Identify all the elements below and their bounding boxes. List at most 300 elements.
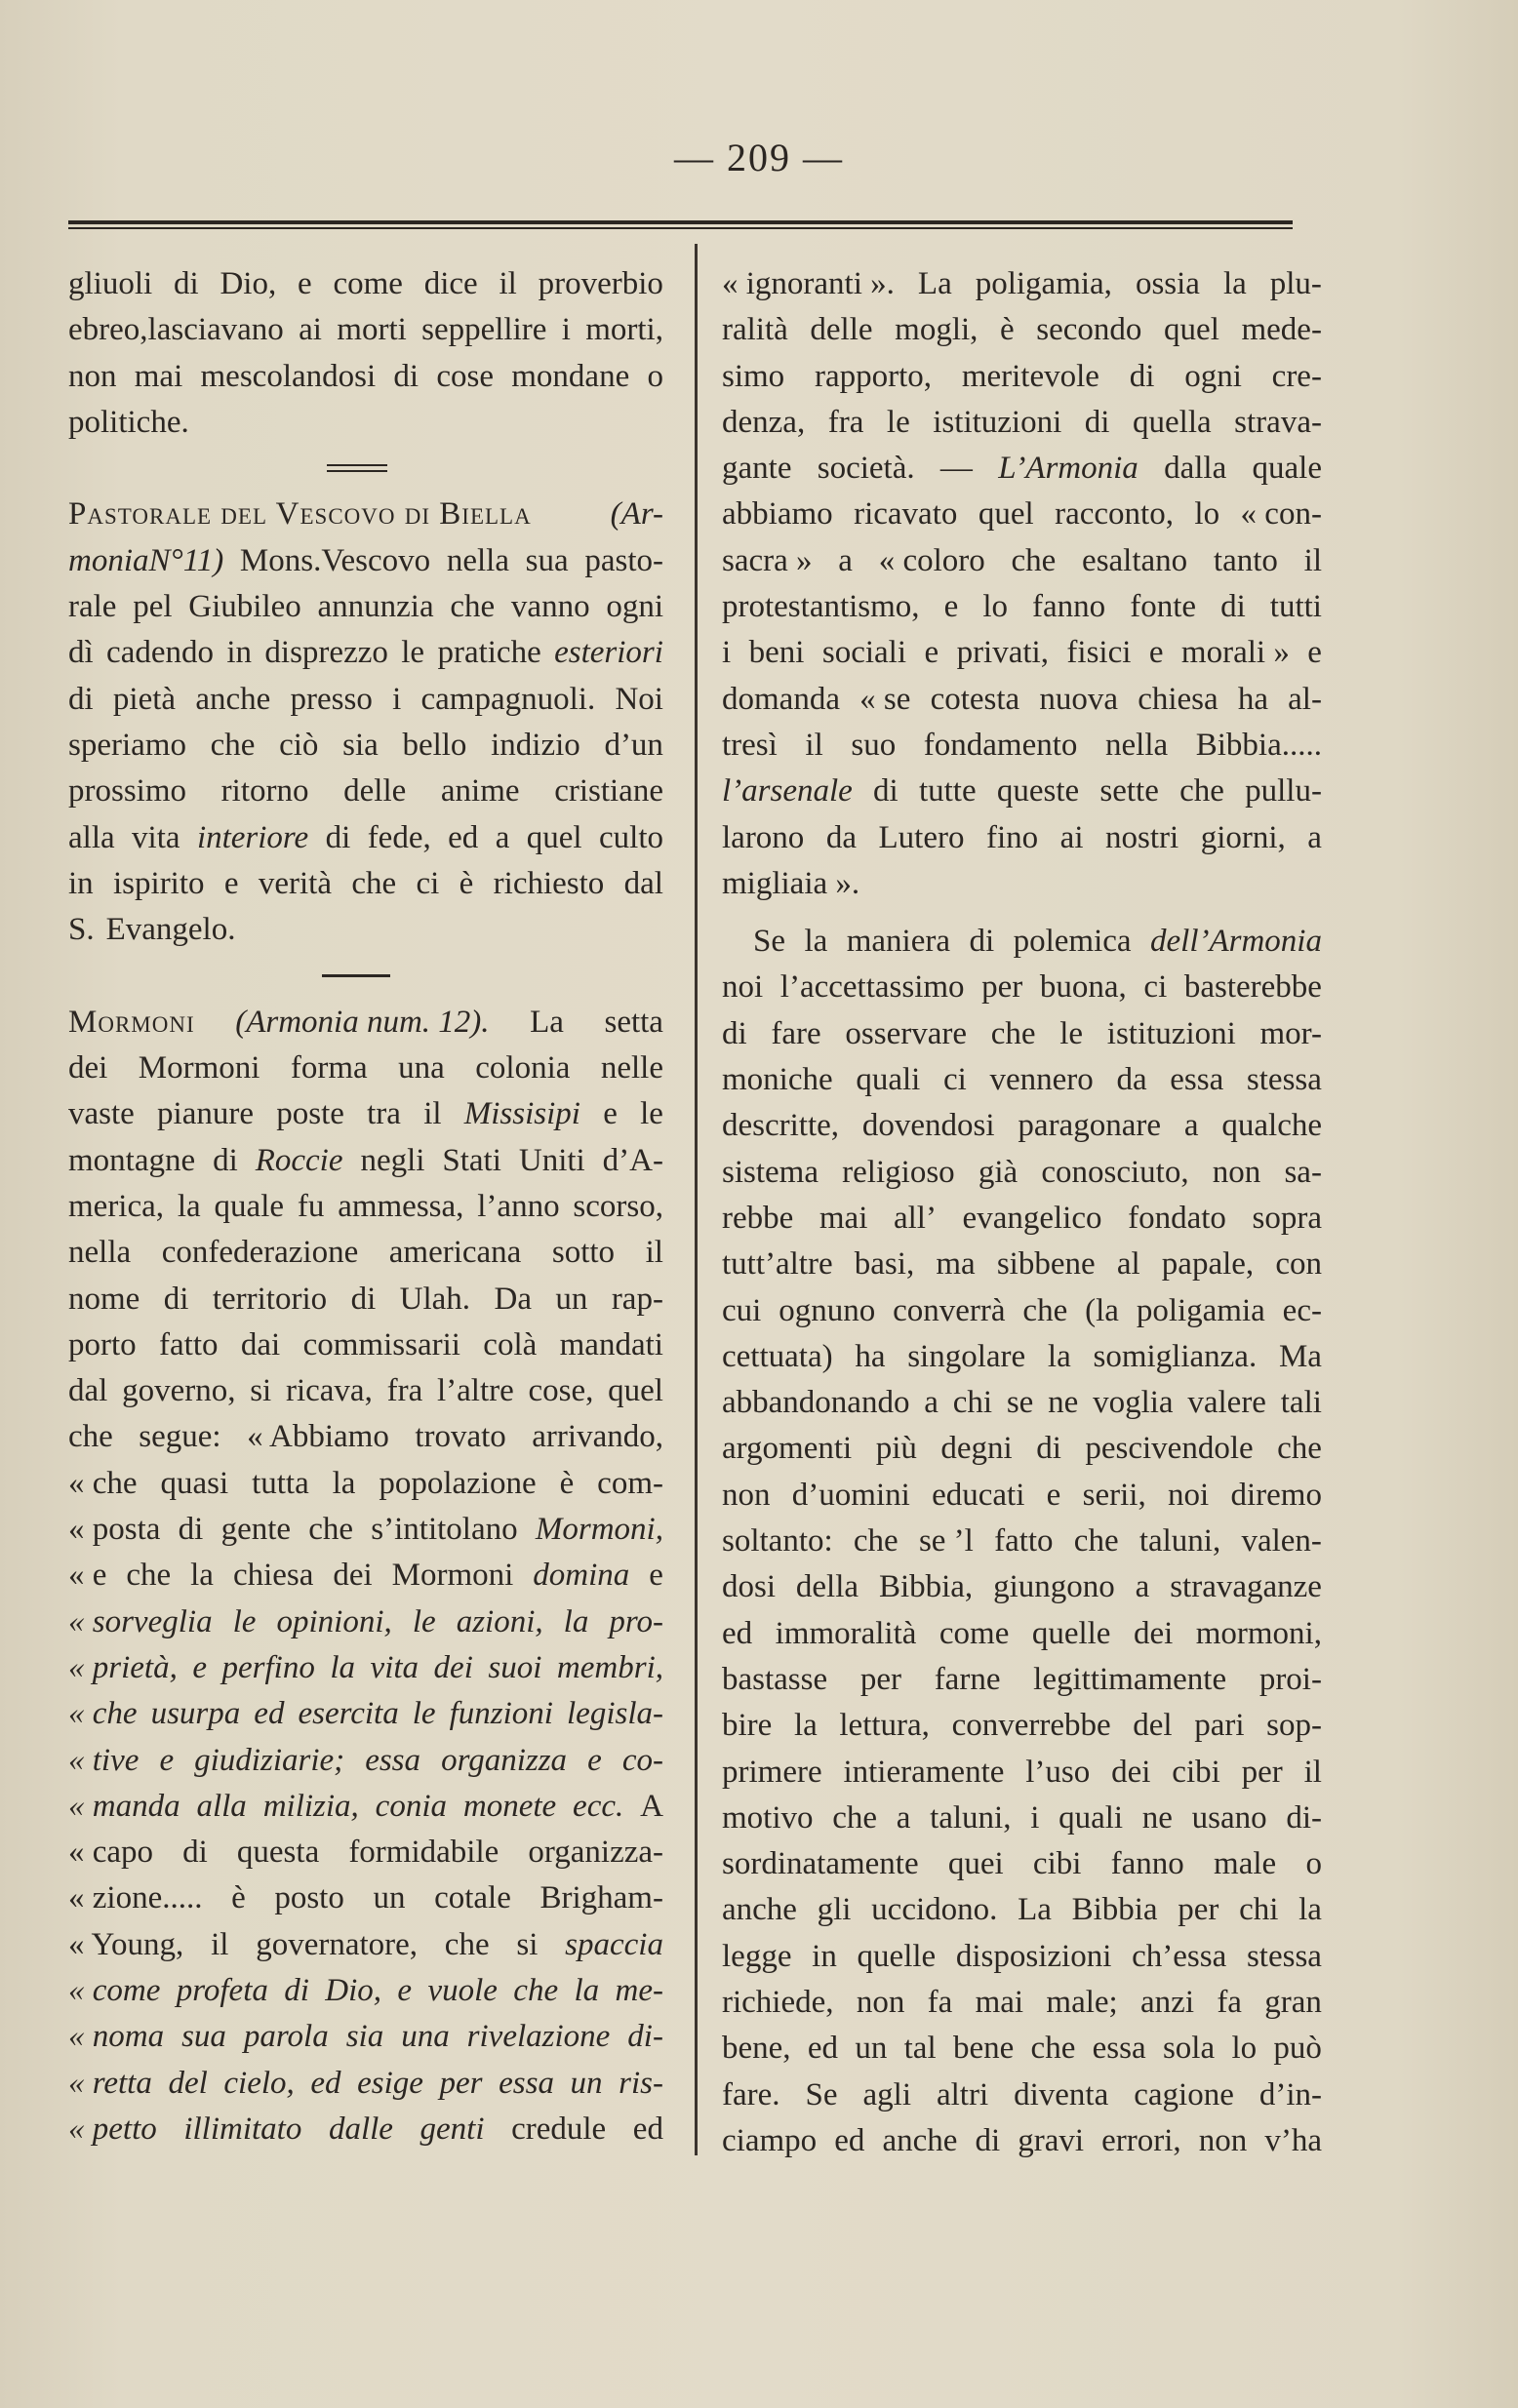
word: somiglianza. <box>1093 1338 1258 1374</box>
word: in <box>812 1938 837 1974</box>
word: il <box>1303 1754 1322 1790</box>
word: un <box>570 2065 603 2101</box>
word: istituzioni <box>933 404 1062 440</box>
word: da <box>825 819 857 855</box>
text-line <box>722 1334 1322 1380</box>
word: fare. <box>722 2076 780 2112</box>
word: sopra <box>1252 1200 1322 1236</box>
word: di <box>1036 1431 1061 1467</box>
word: sotto <box>551 1235 616 1271</box>
text-line <box>68 907 663 953</box>
word: diventa <box>1014 2076 1109 2112</box>
word: del <box>168 2065 208 2101</box>
word: cotale <box>434 1880 511 1916</box>
word: sette <box>1099 773 1159 809</box>
word: mor- <box>1259 1015 1322 1051</box>
word: L’Armonia <box>998 451 1138 487</box>
word: d’in- <box>1258 2076 1322 2112</box>
word: Da <box>494 1281 532 1317</box>
word: Mormoni <box>391 1558 514 1594</box>
word: Se <box>753 924 785 960</box>
word: religioso <box>842 1154 955 1190</box>
word: « tive <box>68 1742 140 1778</box>
word: protestantismo, <box>722 589 920 625</box>
word: il <box>211 1926 229 1962</box>
word: disposizioni <box>955 1938 1112 1974</box>
text-line <box>722 1750 1322 1796</box>
word: esaltano <box>1082 542 1188 578</box>
text-line <box>68 815 663 861</box>
word: giungono <box>993 1569 1115 1605</box>
word: che <box>513 1972 559 2008</box>
word: rale <box>68 589 117 625</box>
text-line <box>68 1000 663 1046</box>
text-line <box>722 307 1322 353</box>
word: cre- <box>1271 358 1322 394</box>
word: chiesa <box>232 1558 314 1594</box>
word: monete <box>462 1788 557 1824</box>
word: che <box>853 1523 899 1559</box>
text-line <box>68 1968 663 2014</box>
right-column <box>722 261 1322 2164</box>
word: i <box>392 681 402 717</box>
word: questa <box>236 1835 320 1871</box>
word: e <box>924 635 939 671</box>
word: ecc. <box>573 1788 624 1824</box>
word: una <box>401 2019 450 2055</box>
word: moniaN°11) <box>68 542 224 578</box>
word: immoralità <box>775 1615 917 1651</box>
word: Bibbia <box>1071 1892 1158 1928</box>
text-line <box>68 1138 663 1184</box>
word: vuole <box>427 1972 498 2008</box>
word: una <box>398 1050 445 1086</box>
word: società. <box>817 451 915 487</box>
header-rule <box>68 220 1293 229</box>
word: che <box>1011 542 1057 578</box>
word: istituzioni <box>1106 1015 1236 1051</box>
text-line <box>722 1011 1322 1057</box>
word: e <box>1148 635 1164 671</box>
word: — <box>939 451 973 487</box>
word: funzioni <box>449 1696 553 1732</box>
word: fatto <box>994 1523 1054 1559</box>
word: fino <box>985 819 1039 855</box>
word: vanno <box>510 589 590 625</box>
word: illimitato <box>183 2111 302 2147</box>
word: alla <box>196 1788 247 1824</box>
word: noi <box>722 969 764 1006</box>
word: tutte <box>918 773 977 809</box>
word: ed <box>722 1615 753 1651</box>
word: e <box>603 1096 618 1132</box>
word: pratiche <box>437 635 541 671</box>
word: Brigham- <box>539 1880 663 1916</box>
word: la <box>177 1188 201 1224</box>
word: fisici <box>1066 635 1132 671</box>
word: quel <box>978 496 1034 533</box>
word: Mormoni, <box>535 1512 663 1548</box>
word: organizza <box>441 1742 568 1778</box>
word: governo, <box>122 1373 236 1409</box>
word: d’A- <box>602 1142 663 1178</box>
text-line <box>68 1784 663 1830</box>
word: chi <box>1239 1892 1279 1928</box>
word: nostri <box>1105 819 1179 855</box>
word: « posta <box>68 1512 161 1548</box>
word: Pastorale del Vescovo di Biella <box>68 496 532 533</box>
word: sibbene <box>996 1246 1096 1283</box>
word: opinioni, <box>276 1603 392 1639</box>
word: fa <box>1217 1984 1242 2020</box>
text-line <box>722 965 1322 1010</box>
word: giudiziarie; <box>194 1742 345 1778</box>
word: stessa <box>1246 1062 1322 1098</box>
word: domanda <box>722 681 840 717</box>
word: il <box>645 1235 663 1271</box>
word: Dio, <box>220 266 277 301</box>
word: vita <box>370 1649 419 1685</box>
word: Dio, <box>325 1972 382 2008</box>
word: Uniti <box>518 1142 585 1178</box>
word: quale <box>214 1188 285 1224</box>
word: anche <box>882 2122 958 2158</box>
word: a <box>1135 1569 1150 1605</box>
word: di <box>1129 358 1155 394</box>
word: non <box>1212 1154 1261 1190</box>
section-separator <box>68 446 663 492</box>
word: mai <box>134 358 183 394</box>
text-line <box>722 538 1322 584</box>
word: dì <box>68 635 94 671</box>
word: nelle <box>600 1050 663 1086</box>
word: ch’essa <box>1132 1938 1227 1974</box>
word: e <box>192 1649 207 1685</box>
word: polemica <box>1013 924 1132 960</box>
column-divider <box>695 244 698 2155</box>
word: profeta <box>176 1972 268 2008</box>
word: conosciuto, <box>1041 1154 1189 1190</box>
word: si <box>250 1373 272 1409</box>
word: segue: <box>139 1419 221 1455</box>
word: converrà <box>893 1292 1006 1328</box>
word: dei <box>1133 1615 1174 1651</box>
text-line <box>722 1980 1322 2026</box>
word: un <box>855 2031 888 2067</box>
word: e <box>1046 1477 1061 1513</box>
word: la <box>563 1603 589 1639</box>
word: è <box>559 1465 575 1501</box>
word: cadendo <box>106 635 214 671</box>
word: la <box>1298 1892 1322 1928</box>
word: il <box>805 727 823 763</box>
paragraph-gap <box>722 907 1322 919</box>
word: a <box>896 1799 911 1836</box>
word: non <box>1198 2122 1248 2158</box>
word: tanto <box>1213 542 1278 578</box>
text-line <box>68 2061 663 2107</box>
text-line <box>722 1564 1322 1610</box>
word: non <box>722 1477 771 1513</box>
word: stessa <box>1246 1938 1322 1974</box>
text-line <box>722 919 1322 965</box>
text-line <box>68 1368 663 1414</box>
word: sola <box>1162 2031 1216 2067</box>
word: soltanto: <box>722 1523 833 1559</box>
text-line <box>68 1507 663 1553</box>
word: e <box>298 266 312 301</box>
word: la <box>190 1558 214 1594</box>
word: mormoni, <box>1195 1615 1322 1651</box>
word: paragonare <box>1018 1108 1161 1144</box>
word: della <box>795 1569 859 1605</box>
word: cose <box>436 358 494 394</box>
word: primere <box>722 1754 822 1790</box>
word: ci <box>416 865 440 901</box>
text-line <box>722 1103 1322 1149</box>
word: il <box>423 1096 442 1132</box>
word: commissarii <box>302 1326 460 1362</box>
word: come <box>939 1615 1010 1651</box>
word: per <box>1178 1892 1219 1928</box>
word: cettuata) <box>722 1338 833 1374</box>
word: e <box>223 865 239 901</box>
word: uccidono. <box>871 1892 998 1928</box>
word: di <box>173 266 199 301</box>
word: richiesto <box>493 865 605 901</box>
word: morti, <box>585 312 663 348</box>
word: tutta <box>252 1465 309 1501</box>
word: cui <box>722 1292 762 1328</box>
word: (Armonia num. 12). <box>235 1004 490 1040</box>
word: più <box>875 1431 917 1467</box>
word: dai <box>240 1326 281 1362</box>
word: pel <box>133 589 173 625</box>
word: la <box>574 1972 600 2008</box>
text-line <box>722 1841 1322 1887</box>
word: arrivando, <box>532 1419 663 1455</box>
text-line <box>68 354 663 400</box>
text-line <box>722 1196 1322 1242</box>
word: vennero <box>989 1062 1094 1098</box>
word: fondamento <box>923 727 1078 763</box>
word: rivelazione <box>466 2019 611 2055</box>
word: di <box>325 819 351 855</box>
word: a <box>1307 819 1322 855</box>
text-line <box>722 1934 1322 1980</box>
word: « petto <box>68 2111 157 2147</box>
word: dei <box>1111 1754 1151 1790</box>
word: fare <box>771 1015 821 1051</box>
text-line <box>68 1414 663 1460</box>
word: credule <box>511 2111 607 2147</box>
word: pietà <box>112 681 177 717</box>
word: dalle <box>328 2111 393 2147</box>
word: porto <box>68 1326 137 1362</box>
word: A <box>640 1788 663 1824</box>
word: male <box>1214 1846 1277 1882</box>
word: quasi <box>160 1465 229 1501</box>
word: ha <box>1237 681 1268 717</box>
word: « Abbiamo <box>247 1419 389 1455</box>
word: Giubileo <box>188 589 301 625</box>
word: la <box>332 1465 356 1501</box>
word: pullu- <box>1245 773 1322 809</box>
word: Se <box>805 2076 838 2112</box>
word: plu- <box>1269 266 1322 301</box>
word: rap- <box>611 1281 663 1317</box>
word: l’uso <box>1025 1754 1091 1790</box>
text-line <box>68 677 663 723</box>
text-line <box>68 1230 663 1276</box>
word: basi, <box>854 1246 915 1283</box>
word: i <box>561 312 571 348</box>
text-line <box>68 1322 663 1368</box>
word: ognuno <box>779 1292 876 1328</box>
word: rebbe <box>722 1200 794 1236</box>
word: dalla <box>1164 451 1227 487</box>
word: osservare <box>845 1015 967 1051</box>
text-line <box>68 1091 663 1137</box>
word: chiesa <box>1138 681 1218 717</box>
word: legisla- <box>567 1696 663 1732</box>
word: Stati <box>442 1142 501 1178</box>
word: basterebbe <box>1183 969 1322 1006</box>
word: diremo <box>1230 1477 1322 1513</box>
word: si <box>516 1926 539 1962</box>
word: che <box>68 1419 113 1455</box>
word: essa <box>1170 1062 1224 1098</box>
word: e <box>159 1742 175 1778</box>
word: suoi <box>488 1649 542 1685</box>
word: noi <box>1168 1477 1210 1513</box>
word: tresì <box>722 727 778 763</box>
word: educati <box>932 1477 1025 1513</box>
word: rapporto, <box>814 358 933 394</box>
word: e <box>397 1972 413 2008</box>
word: esercita <box>298 1696 399 1732</box>
word: domina <box>533 1558 630 1594</box>
word: ma <box>936 1246 976 1283</box>
word: ciò <box>279 727 319 763</box>
word: genti <box>419 2111 485 2147</box>
word: fra <box>827 404 864 440</box>
word: Roccie <box>255 1142 343 1178</box>
word: fede, <box>367 819 431 855</box>
word: maniera <box>846 924 951 960</box>
text-line <box>722 677 1322 723</box>
word: nome <box>68 1281 140 1317</box>
word: membri, <box>556 1649 663 1685</box>
word: « prietà, <box>68 1649 178 1685</box>
word: anche <box>722 1892 797 1928</box>
word: che <box>832 1799 878 1836</box>
word: ed <box>807 2031 839 2067</box>
word: ai <box>299 312 322 348</box>
text-line <box>722 1150 1322 1196</box>
word: ec- <box>1282 1292 1322 1328</box>
word: motivo <box>722 1799 814 1836</box>
word: secondo <box>1036 312 1142 348</box>
word: moniche <box>722 1062 833 1098</box>
word: migliaia ». <box>722 865 860 901</box>
word: le <box>412 1696 436 1732</box>
text-line <box>722 861 1322 907</box>
word: chi <box>952 1385 993 1421</box>
word: esige <box>357 2065 423 2101</box>
word: poste <box>276 1096 344 1132</box>
text-line <box>68 261 663 307</box>
word: mede- <box>1241 312 1322 348</box>
word: seppellire <box>421 312 547 348</box>
word: denza, <box>722 404 806 440</box>
text-line <box>68 723 663 769</box>
word: colà <box>483 1326 538 1362</box>
text-line <box>722 1796 1322 1841</box>
word: che <box>450 589 496 625</box>
word: dei <box>68 1050 108 1086</box>
word: di <box>178 1512 204 1548</box>
word: usano <box>1191 1799 1267 1836</box>
word: ricava, <box>285 1373 373 1409</box>
word: che <box>1277 1431 1322 1467</box>
word: a <box>838 542 853 578</box>
word: vaste <box>68 1096 135 1132</box>
word: dei <box>333 1558 373 1594</box>
word: che <box>444 1926 490 1962</box>
word: mai <box>819 1200 868 1236</box>
word: che <box>351 865 397 901</box>
word: americana <box>388 1235 522 1271</box>
word: è <box>231 1880 246 1916</box>
word: di <box>1084 404 1110 440</box>
word: La <box>917 266 952 301</box>
text-line <box>68 1184 663 1230</box>
word: taluni, <box>930 1799 1012 1836</box>
text-line <box>722 815 1322 861</box>
text-line <box>722 446 1322 492</box>
word: a <box>924 1385 939 1421</box>
word: tutt’altre <box>722 1246 833 1283</box>
word: è <box>1000 312 1015 348</box>
text-line <box>68 1922 663 1968</box>
word: sua <box>181 2019 226 2055</box>
word: dice <box>423 266 478 301</box>
word: che <box>1073 1523 1119 1559</box>
word: di <box>350 1281 377 1317</box>
word: « con- <box>1240 496 1322 533</box>
word: e <box>649 1558 663 1594</box>
word: ed <box>632 2111 663 2147</box>
word: « sorveglia <box>68 1603 213 1639</box>
word: già <box>978 1154 1019 1190</box>
word: per <box>439 2065 483 2101</box>
word: dosi <box>722 1569 777 1605</box>
word: cristiane <box>554 773 663 809</box>
word: taluni, <box>1138 1523 1221 1559</box>
word: e <box>587 1742 602 1778</box>
word: sop- <box>1266 1708 1322 1744</box>
word: milizia, <box>262 1788 359 1824</box>
word: sociali <box>821 635 907 671</box>
word: di- <box>1286 1799 1322 1836</box>
word: confederazione <box>161 1235 359 1271</box>
word: non <box>856 1984 905 2020</box>
word: lo <box>1231 2031 1258 2067</box>
text-line <box>722 1380 1322 1426</box>
word: gliuoli <box>68 266 153 301</box>
text-line <box>722 1887 1322 1933</box>
